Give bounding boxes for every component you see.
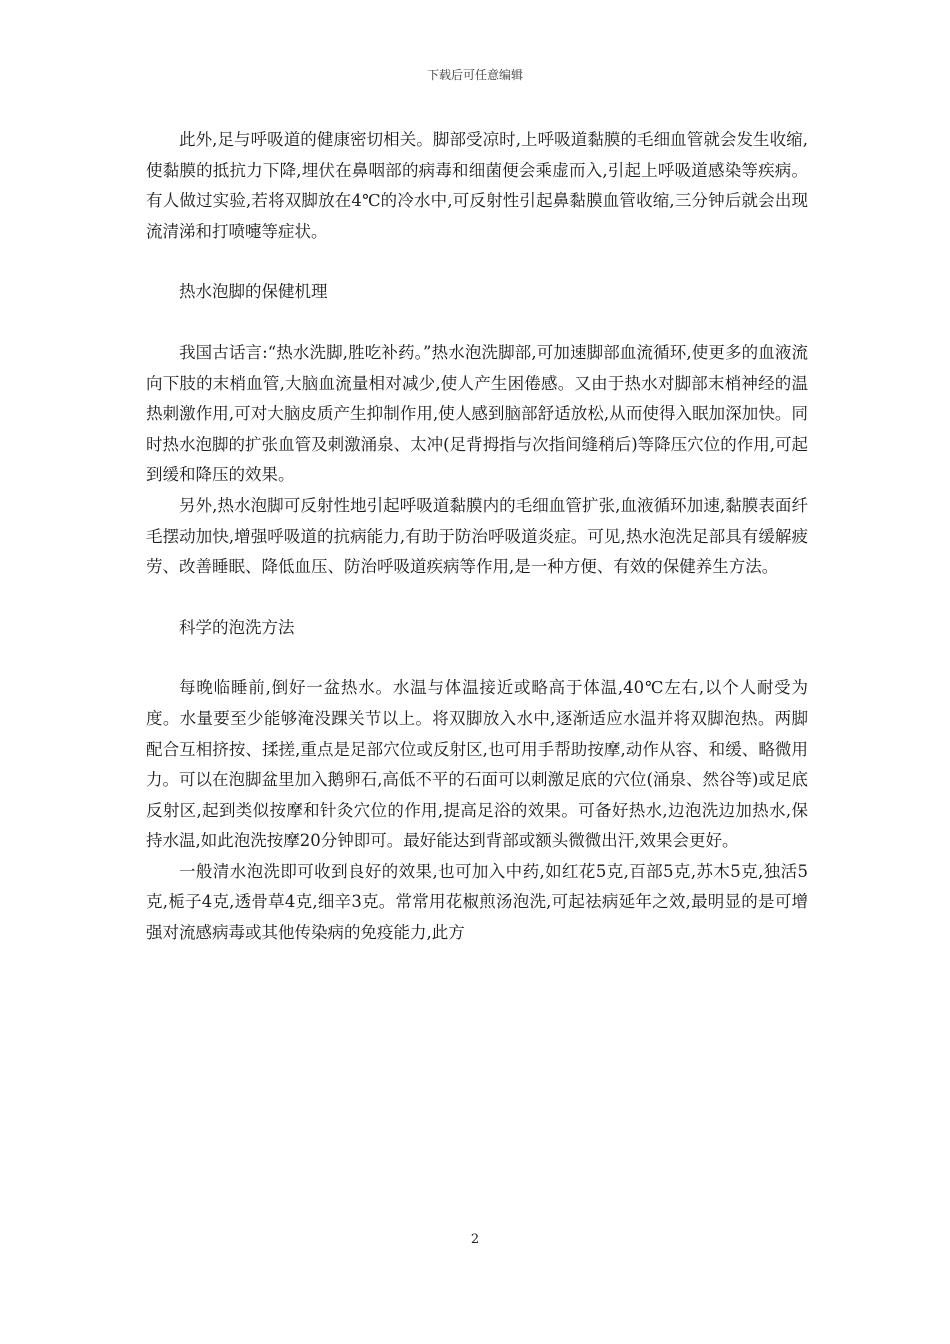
paragraph-method: 每晚临睡前,倒好一盆热水。水温与体温接近或略高于体温,40℃左右,以个人耐受为度。水量要至少能够淹没踝关节以上。将双脚放入水中,逐渐适应水温并将双脚泡热。两脚配合互相挤按、揉搓,重点是足部穴位或反射区,也可用手帮助按摩,动作从容、和缓、略微用力。可以在泡脚盆里加入鹅卵石,高低不平的石面可以刺激足底的穴位(涌泉、然谷等)或足底反射区,起到类似按摩和针灸穴位的作用,提高足浴的效果。可备好热水,边泡洗边加热水,保持水温,如此泡洗按摩20分钟即可。最好能达到背部或额头微微出汗,效果会更好。: [146, 678, 808, 851]
paragraph-mechanism: 我国古话言:“热水洗脚,胜吃补药。”热水泡洗脚部,可加速脚部血流循环,使更多的血液流向下肢的末梢血管,大脑血流量相对减少,使人产生困倦感。又由于热水对脚部末梢神经的温热刺激作用,可对大脑皮质产生抑制作用,使人感到脑部舒适放松,从而使得入眠加深加快。同时热水泡脚的扩张血管及刺激涌泉、太冲(足背拇指与次指间缝稍后)等降压穴位的作用,可起到缓和降压的效果。: [146, 342, 808, 485]
paragraph-benefits: 另外,热水泡脚可反射性地引起呼吸道黏膜内的毛细血管扩张,血液循环加速,黏膜表面纤毛摆动加快,增强呼吸道的抗病能力,有助于防治呼吸道炎症。可见,热水泡洗足部具有缓解疲劳、改善睡眠、降低血压、防治呼吸道疾病等作用,是一种方便、有效的保健养生方法。: [146, 495, 808, 577]
spacer: [146, 643, 808, 673]
section-heading-mechanism: 热水泡脚的保健机理: [179, 282, 328, 302]
page-number: 2: [470, 1232, 480, 1247]
paragraph-herbs: 一般清水泡洗即可收到良好的效果,也可加入中药,如红花5克,百部5克,苏木5克,独活5克,栀子4克,透骨草4克,细辛3克。常常用花椒煎汤泡洗,可起祛病延年之效,最明显的是可增强对流感病毒或其他传染病的免疫能力,此方: [146, 861, 808, 943]
section-heading-method: 科学的泡洗方法: [179, 617, 295, 637]
page-header: 下载后可任意编辑: [426, 68, 523, 82]
document-body: [146, 125, 808, 949]
paragraph-respiratory: 此外,足与呼吸道的健康密切相关。脚部受凉时,上呼吸道黏膜的毛细血管就会发生收缩,使黏膜的抵抗力下降,埋伏在鼻咽部的病毒和细菌便会乘虚而入,引起上呼吸道感染等疾病。有人做过实验,若将双脚放在4℃的冷水中,可反射性引起鼻黏膜血管收缩,三分钟后就会出现流清涕和打喷嚏等症状。: [146, 130, 808, 241]
spacer: [146, 247, 808, 277]
spacer: [146, 583, 808, 613]
spacer: [146, 308, 808, 338]
